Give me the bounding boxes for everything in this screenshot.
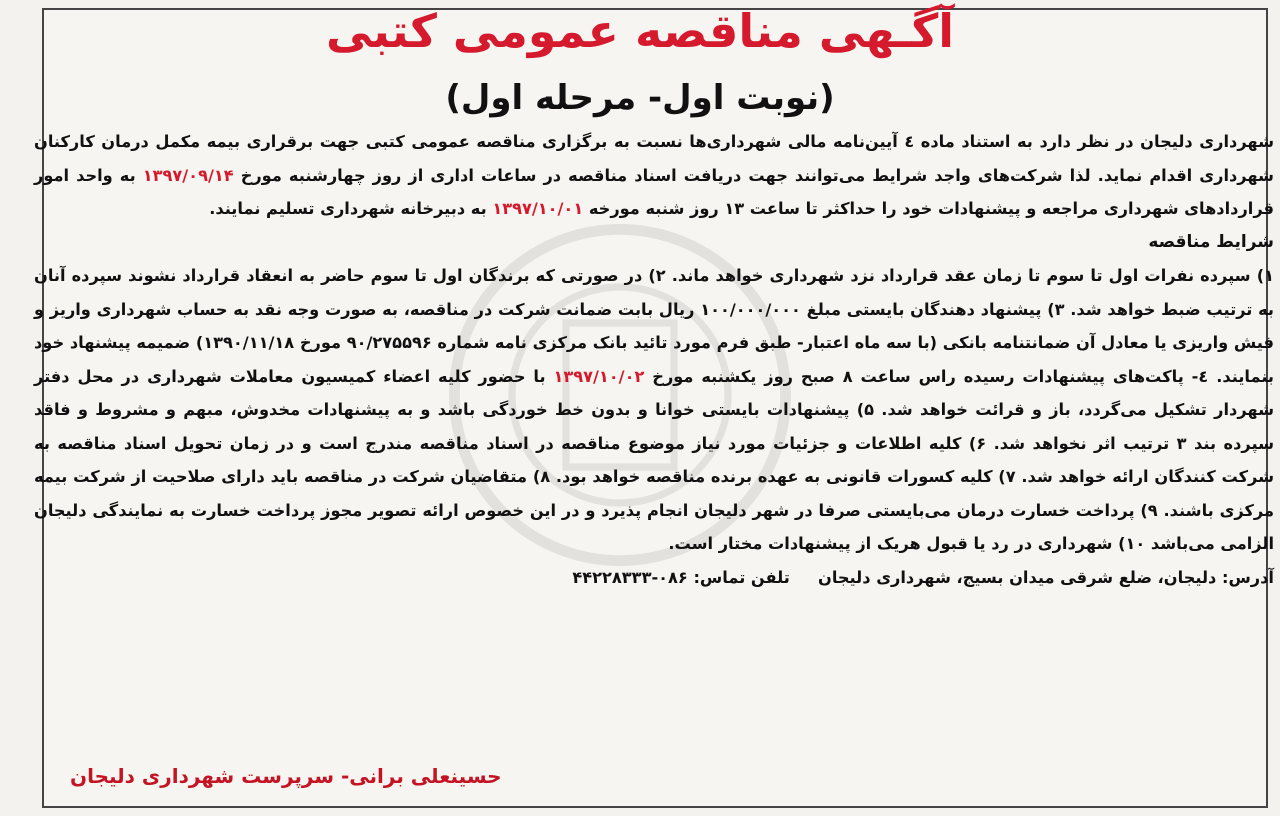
date-deadline: ۱۳۹۷/۱۰/۰۱ [492, 199, 584, 218]
phone-value: ۰۸۶-۴۴۲۲۸۳۳۳ [572, 567, 688, 587]
phone-label: تلفن تماس: [693, 567, 790, 587]
date-opening: ۱۳۹۷/۱۰/۰۲ [553, 366, 645, 386]
conditions-heading: شرایط مناقصه [1148, 231, 1274, 252]
signature: حسینعلی برانی- سرپرست شهرداری دلیجان [70, 764, 502, 788]
notice-title: آگـهی مناقصه عمومی کتبی [325, 4, 955, 58]
intro-text-2: به واحد امور قراردادهای شهرداری مراجعه و پیشنهادات خود را حداکثر تا ساعت ۱۳ روز شنبه مورخه [34, 165, 1274, 218]
contact-line [34, 561, 1274, 595]
notice-body [34, 125, 1274, 594]
conditions-paragraph [34, 259, 1274, 561]
date-start: ۱۳۹۷/۰۹/۱۴ [142, 165, 234, 185]
address-label: آدرس: [1222, 567, 1274, 587]
notice-subtitle: (نوبت اول- مرحله اول) [445, 78, 835, 118]
intro-text-3: به دبیرخانه شهرداری تسلیم نمایند. [209, 199, 487, 218]
conditions-text-2: با حضور کلیه اعضاء کمیسیون معاملات شهرداری در محل دفتر شهردار تشکیل می‌گردد، باز و قرائت خواهد شد. ۵) پیشنهادات بایستی خوانا و بدون خط خوردگی باشد و به پیشنهادات مخدوش، مبهم و مشروط و فاقد سپرده بند ۳ ترتیب اثر نخواهد شد. ۶) کلیه اطلاعات و جزئیات مورد نیاز موضوع مناقصه در اسناد مناقصه مندرج است و در زمان تحویل اسناد مناقصه به شرکت کنندگان ارائه خواهد شد. ۷) کلیه کسورات قانونی به عهده برنده مناقصه خواهد بود. ۸) متقاضیان شرکت در مناقصه باید دارای صلاحیت از شرکت بیمه مرکزی باشند. ۹) پرداخت خسارت درمان می‌بایستی صرفا در شهر دلیجان انجام پذیرد و در این خصوص ارائه تصویر مجوز پرداخت خسارت به نمایندگی دلیجان الزامی می‌باشد ۱۰) شهرداری در رد یا قبول هریک از پیشنهادات مختار است. [34, 366, 1275, 553]
address-value: دلیجان، ضلع شرقی میدان بسیج، شهرداری دلیجان [818, 567, 1217, 587]
intro-paragraph [34, 125, 1274, 226]
intro-text-1: شهرداری دلیجان در نظر دارد به استناد ماده ٤ آیین‌نامه مالی شهرداری‌ها نسبت به برگزاری مناقصه عمومی کتبی جهت برقراری بیمه مکمل درمان کارکنان شهرداری اقدام نماید. لذا شرکت‌های واجد شرایط می‌توانند جهت دریافت اسناد مناقصه در ساعات اداری از روز چهارشنبه مورخ [34, 132, 1274, 185]
conditions-text-1: ۱) سپرده نفرات اول تا سوم تا زمان عقد قرارداد نزد شهرداری خواهد ماند. ۲) در صورتی که برندگان اول تا سوم حاضر به انعقاد قرارداد نشوند سپرده آنان به ترتیب ضبط خواهد شد. ۳) پیشنهاد دهندگان بایستی مبلغ ۱۰۰/۰۰۰/۰۰۰ ریال بابت ضمانت شرکت در مناقصه، به صورت وجه نقد به حساب شهرداری واریز و فیش واریزی یا معادل آن ضمانتنامه بانکی (با سه ماه اعتبار- طبق فرم مورد تائید بانک مرکزی نامه شماره ۹۰/۲۷۵۵۹۶ مورخ ۱۳۹۰/۱۱/۱۸) ضمیمه پیشنهاد خود بنمایند. ٤- پاکت‌های پیشنهادات رسیده راس ساعت ۸ صبح روز یکشنبه مورخ [34, 266, 1275, 386]
